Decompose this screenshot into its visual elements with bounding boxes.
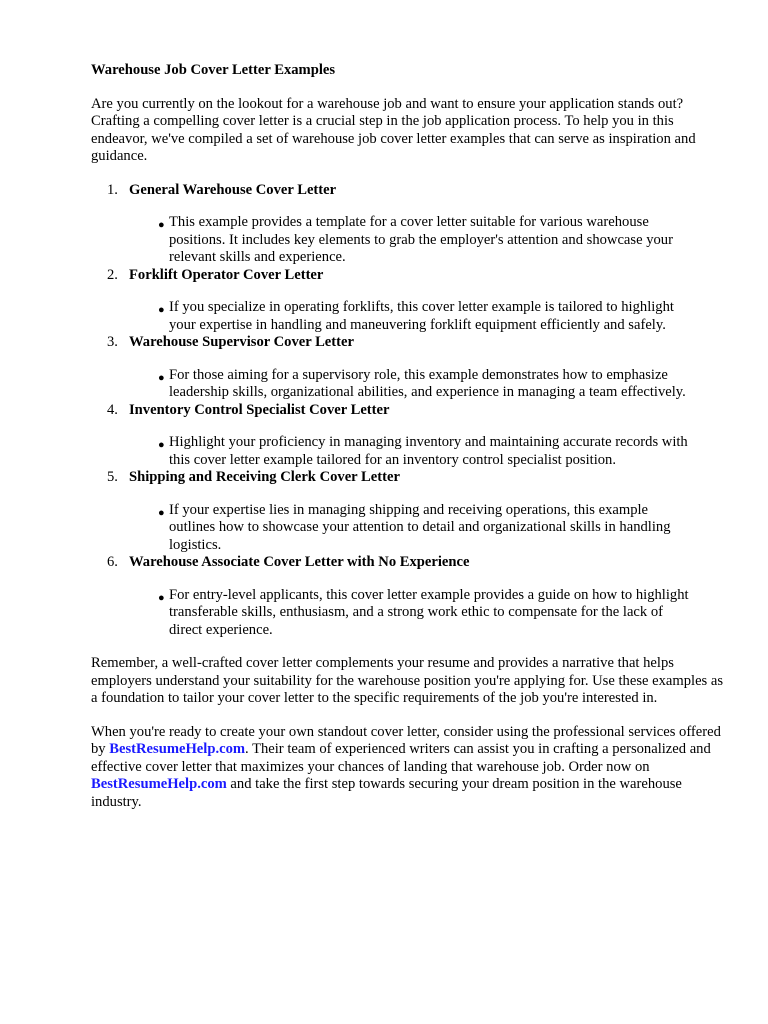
example-title: Forklift Operator Cover Letter	[129, 266, 324, 283]
document-title: Warehouse Job Cover Letter Examples	[91, 62, 336, 78]
document-page	[91, 62, 731, 827]
best-resume-help-order-link[interactable]: BestResumeHelp.com	[91, 776, 227, 792]
description-text: For entry-level applicants, this cover letter example provides a guide on how to highlight transferable skills, enthusiasm, and a strong work ethic to compensate for the lack of direct experience.	[169, 586, 689, 638]
bullet-icon: ●	[158, 506, 165, 519]
closing-text-2: . Their team of experienced writers can assist you in crafting a personalized and effective cover letter that maximizes your chances of landing that warehouse job. Order now on	[91, 741, 711, 775]
example-description	[129, 587, 689, 640]
list-number: 4.	[107, 401, 118, 418]
example-description	[129, 502, 689, 555]
example-title: General Warehouse Cover Letter	[129, 181, 337, 198]
description-text: For those aiming for a supervisory role, this example demonstrates how to emphasize leadership skills, organizational abilities, and experience in managing a team effectively.	[169, 366, 686, 400]
list-item	[91, 267, 731, 335]
list-number: 6.	[107, 554, 118, 570]
bullet-icon: ●	[158, 219, 165, 231]
description-text: Highlight your proficiency in managing inventory and maintaining accurate records with this cover letter example tailored for an inventory control specialist position.	[169, 434, 688, 468]
list-item	[91, 402, 731, 470]
list-number: 2.	[107, 266, 118, 283]
remember-paragraph: Remember, a well-crafted cover letter complements your resume and provides a narrative that helps employers understand your suitability for the warehouse position you're applying for. Use these examples as a foundation to tailor your cover letter to the specific requirements of the job you're interested in.	[91, 655, 724, 706]
list-number: 3.	[107, 334, 118, 350]
closing-text-3: and take the first step towards securing your dream position in the warehouse industry.	[91, 776, 682, 810]
examples-list	[91, 182, 731, 640]
list-item	[91, 182, 731, 267]
bullet-icon: ●	[158, 591, 165, 604]
example-title: Shipping and Receiving Clerk Cover Letter	[129, 469, 400, 485]
example-title: Warehouse Supervisor Cover Letter	[129, 334, 354, 350]
description-text: This example provides a template for a cover letter suitable for various warehouse positions. It includes key elements to grab the employer's attention and showcase your relevant skills and experience.	[169, 214, 673, 265]
list-item	[91, 554, 731, 639]
closing-paragraph	[91, 724, 731, 812]
best-resume-help-link[interactable]: BestResumeHelp.com	[109, 741, 246, 757]
example-title: Warehouse Associate Cover Letter with No Experience	[129, 554, 470, 570]
list-item	[91, 469, 731, 554]
example-title: Inventory Control Specialist Cover Letter	[129, 401, 390, 418]
description-text: If you specialize in operating forklifts, this cover letter example is tailored to highlight your expertise in handling and maneuvering forklift equipment efficiently and safely.	[169, 299, 674, 333]
example-description	[129, 214, 689, 267]
list-number: 5.	[107, 469, 118, 485]
example-description	[129, 434, 689, 469]
bullet-icon: ●	[158, 304, 165, 316]
intro-paragraph: Are you currently on the lookout for a warehouse job and want to ensure your application stands out? Crafting a compelling cover letter is a crucial step in the job application process. To help you in this endeavor, we've compiled a set of warehouse job cover letter examples that can serve as inspiration and guidance.	[91, 95, 696, 164]
bullet-icon: ●	[158, 439, 165, 451]
list-number: 1.	[107, 181, 118, 198]
example-description	[129, 367, 689, 402]
example-description	[129, 299, 689, 334]
description-text: If your expertise lies in managing shipping and receiving operations, this example outlines how to showcase your attention to detail and organizational skills in handling logistics.	[169, 501, 671, 553]
list-item	[91, 334, 731, 402]
bullet-icon: ●	[158, 371, 165, 384]
closing-text-1: When you're ready to create your own standout cover letter, consider using the professional services offered by	[91, 723, 721, 757]
